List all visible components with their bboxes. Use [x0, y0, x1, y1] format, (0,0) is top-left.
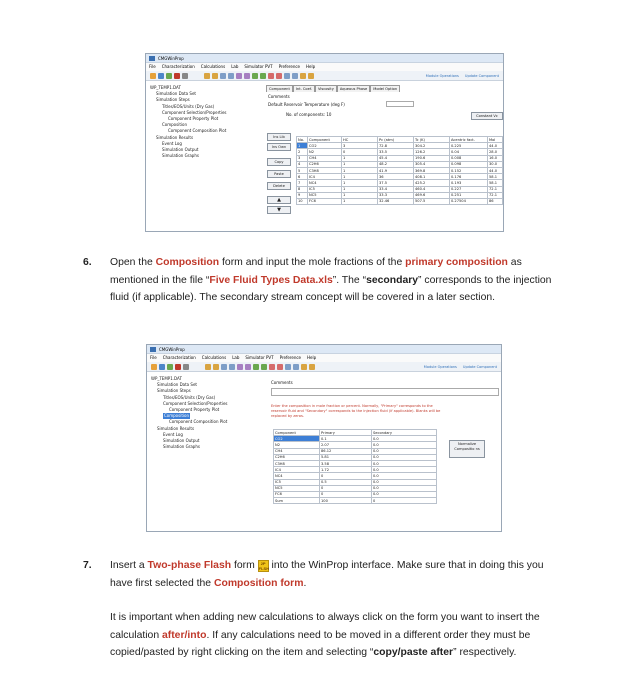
- delete-button[interactable]: Delete: [267, 182, 291, 190]
- calc-icon[interactable]: [269, 364, 275, 370]
- instruction-text: Enter the composition in mole fraction or percent. Normally, "Primary" corresponds to the reservoir fluid and "Secondary" corresponds to the injection fluid (if applicable). Blanks will be replaced by zeros.: [271, 404, 441, 418]
- module-operations-link[interactable]: Module Operations: [423, 365, 457, 369]
- tree-item[interactable]: Simulation Steps: [157, 388, 191, 394]
- menu-lab[interactable]: Lab: [231, 64, 239, 69]
- window-titlebar: [147, 345, 501, 354]
- text-run: Composition: [155, 257, 220, 268]
- column-header: Secondary: [372, 430, 437, 436]
- text-run: Open the: [110, 257, 156, 268]
- table-cell[interactable]: 369.8: [414, 167, 450, 173]
- navigation-tree: [149, 376, 265, 450]
- table-cell[interactable]: 305.4: [414, 161, 450, 167]
- calc-icon[interactable]: [277, 364, 283, 370]
- table-cell[interactable]: 5: [297, 167, 308, 173]
- calc-icon[interactable]: [212, 73, 218, 79]
- tree-item[interactable]: Simulation Graphs: [163, 444, 200, 450]
- table-cell[interactable]: 0.225: [450, 143, 488, 149]
- arrow-up-icon: ▲: [277, 197, 281, 203]
- toolbar: [147, 362, 501, 372]
- module-operations-link[interactable]: Module Operations: [425, 74, 459, 78]
- calc-icon[interactable]: [300, 73, 306, 79]
- run-icon[interactable]: [174, 73, 180, 79]
- table-cell[interactable]: 0.0: [372, 442, 437, 448]
- copy-button[interactable]: Copy: [267, 158, 291, 166]
- table-cell[interactable]: 0.0: [372, 448, 437, 454]
- table-cell[interactable]: 72.8: [378, 143, 414, 149]
- table-cell[interactable]: 0: [320, 485, 372, 491]
- table-cell[interactable]: 45.4: [378, 155, 414, 161]
- reservoir-temp-label: Default Reservoir Temperature (deg F): [268, 102, 345, 107]
- window-title: CMGWinProp: [158, 56, 184, 61]
- calc-icon[interactable]: [205, 364, 211, 370]
- table-cell[interactable]: IC4: [308, 174, 342, 180]
- table-cell[interactable]: FC6: [274, 491, 320, 497]
- reservoir-temp-input[interactable]: [386, 101, 414, 107]
- table-cell[interactable]: 460.4: [414, 186, 450, 192]
- calc-icon[interactable]: [236, 73, 242, 79]
- table-cell[interactable]: 425.2: [414, 180, 450, 186]
- window-titlebar: [146, 54, 503, 63]
- table-cell[interactable]: 32.46: [378, 198, 414, 204]
- menu-help[interactable]: Help: [307, 355, 317, 360]
- calc-icon[interactable]: [301, 364, 307, 370]
- table-cell[interactable]: 58.1: [488, 174, 503, 180]
- column-header: HC: [342, 137, 378, 143]
- table-cell[interactable]: 0: [320, 491, 372, 497]
- table-cell[interactable]: 1: [342, 198, 378, 204]
- table-cell[interactable]: 507.5: [414, 198, 450, 204]
- text-run: Two-phase Flash: [147, 560, 232, 571]
- menu-preference[interactable]: Preference: [279, 355, 302, 360]
- text-run: ” corresponds to the injection fluid (if applicable). The secondary stream concept will be covered in a later section.: [110, 274, 552, 303]
- comments-label: Comments: [271, 380, 293, 385]
- table-cell[interactable]: 469.6: [414, 192, 450, 198]
- stop-icon[interactable]: [183, 364, 189, 370]
- navigation-tree: [148, 85, 264, 159]
- table-cell[interactable]: 16.0: [488, 155, 503, 161]
- tab-viscosity[interactable]: Viscosity: [315, 85, 337, 92]
- column-header: Primary: [320, 430, 372, 436]
- table-cell[interactable]: 3.58: [320, 460, 372, 466]
- table-cell[interactable]: 304.2: [414, 143, 450, 149]
- text-run: form and input the mole fractions of the: [219, 257, 406, 268]
- calc-icon[interactable]: [292, 73, 298, 79]
- text-run: ”. The “: [332, 274, 367, 286]
- table-cell[interactable]: 30.0: [488, 161, 503, 167]
- calc-icon[interactable]: [284, 73, 290, 79]
- tab-model-option[interactable]: Model Option: [370, 85, 400, 92]
- table-cell[interactable]: IC4: [274, 467, 320, 473]
- app-icon: [149, 56, 155, 61]
- step-7-paragraph: [110, 557, 556, 592]
- table-cell[interactable]: 126.2: [414, 149, 450, 155]
- table-cell[interactable]: 86.12: [320, 448, 372, 454]
- two-phase-flash-icon: 2P FLSH: [258, 561, 270, 571]
- table-cell[interactable]: 4: [297, 161, 308, 167]
- menu-characterization[interactable]: Characterization: [161, 64, 195, 69]
- table-cell[interactable]: 0.251: [450, 192, 488, 198]
- calc-icon[interactable]: [237, 364, 243, 370]
- move-up-button[interactable]: [267, 196, 291, 204]
- tree-item[interactable]: Simulation Data Set: [157, 382, 197, 388]
- step-6-number: 6.: [83, 257, 92, 268]
- screenshot-composition-form: [146, 344, 502, 532]
- table-cell[interactable]: CH4: [274, 448, 320, 454]
- move-down-button[interactable]: [267, 206, 291, 214]
- text-run: as mentioned in the file “: [110, 257, 522, 286]
- table-cell[interactable]: 86: [488, 198, 503, 204]
- normalize-compositions-button[interactable]: Normalize Compositio ns: [449, 440, 485, 458]
- menu-lab[interactable]: Lab: [232, 355, 240, 360]
- table-cell[interactable]: 33.5: [378, 149, 414, 155]
- table-cell[interactable]: 0.227: [450, 186, 488, 192]
- text-run: Five Fluid Types Data.xls: [209, 274, 333, 286]
- text-run: . If any calculations need to be moved in a different order they must be copied/pasted by right clicking on the item and selecting “: [110, 629, 531, 658]
- table-cell[interactable]: 1: [342, 167, 378, 173]
- tree-item[interactable]: Component Selection/Properties: [163, 400, 228, 406]
- table-cell[interactable]: 1: [297, 143, 308, 149]
- open-icon[interactable]: [159, 364, 165, 370]
- table-cell[interactable]: 10: [297, 198, 308, 204]
- new-icon[interactable]: [151, 364, 157, 370]
- table-cell[interactable]: IC5: [308, 186, 342, 192]
- table-cell[interactable]: NC4: [274, 473, 320, 479]
- calc-icon[interactable]: [221, 364, 227, 370]
- num-components-label: No. of components: 10: [286, 112, 332, 117]
- save-icon[interactable]: [167, 364, 173, 370]
- table-cell[interactable]: NC5: [274, 485, 320, 491]
- table-cell[interactable]: NC4: [308, 180, 342, 186]
- table-cell: 100: [320, 498, 372, 504]
- tree-item[interactable]: WP_TEMP1.DAT: [150, 85, 181, 90]
- table-cell[interactable]: 8: [297, 186, 308, 192]
- tab-component[interactable]: Component: [266, 85, 293, 92]
- calc-icon[interactable]: [293, 364, 299, 370]
- table-cell[interactable]: C3H8: [274, 460, 320, 466]
- tree-item[interactable]: WP_TEMP1.DAT: [151, 376, 182, 381]
- tree-item[interactable]: Simulation Data Set: [156, 91, 196, 97]
- component-form-pane: [266, 85, 504, 118]
- text-run: into the WinProp interface. Make sure that in doing this you have first selected the: [110, 560, 544, 589]
- comments-input[interactable]: [271, 388, 499, 396]
- tree-item[interactable]: Titles/EOS/Units (Dry Gas): [162, 103, 215, 109]
- table-cell[interactable]: NC5: [308, 192, 342, 198]
- calc-icon[interactable]: [276, 73, 282, 79]
- text-run: copy/paste after: [373, 647, 454, 658]
- table-cell[interactable]: 72.1: [488, 186, 503, 192]
- table-cell[interactable]: 33.4: [378, 186, 414, 192]
- menu-file[interactable]: File: [149, 64, 156, 69]
- ins-own-button[interactable]: Ins Own: [267, 143, 291, 151]
- calc-icon[interactable]: [309, 364, 315, 370]
- table-cell[interactable]: 36: [378, 174, 414, 180]
- text-run: It is important when adding new calculations to always click on the form you want to insert the calculation: [110, 612, 540, 641]
- column-header: Pc (atm): [378, 137, 414, 143]
- table-cell[interactable]: N2: [274, 442, 320, 448]
- text-run: secondary: [366, 274, 419, 286]
- table-cell[interactable]: 0.1: [320, 436, 372, 442]
- tree-item[interactable]: Event Log: [163, 431, 183, 437]
- table-cell[interactable]: 1: [342, 180, 378, 186]
- table-cell[interactable]: C3H8: [308, 167, 342, 173]
- text-run: Composition form: [213, 577, 304, 589]
- table-cell[interactable]: 1: [342, 155, 378, 161]
- text-run: after/into: [161, 629, 207, 641]
- table-cell[interactable]: 0.008: [450, 155, 488, 161]
- table-cell[interactable]: 0.0: [372, 485, 437, 491]
- table-cell: Sum: [274, 498, 320, 504]
- tree-item[interactable]: Component Property Plot: [168, 116, 219, 122]
- table-cell[interactable]: 72.1: [488, 192, 503, 198]
- new-icon[interactable]: [150, 73, 156, 79]
- run-icon[interactable]: [175, 364, 181, 370]
- column-header: Acentric fact.: [450, 137, 488, 143]
- table-cell[interactable]: 37.5: [378, 180, 414, 186]
- menu-calculations[interactable]: Calculations: [201, 355, 227, 360]
- note-paragraph: [110, 609, 556, 662]
- table-cell[interactable]: C2H6: [308, 161, 342, 167]
- menu-help[interactable]: Help: [306, 64, 316, 69]
- table-cell[interactable]: 5.81: [320, 454, 372, 460]
- composition-table: [273, 429, 437, 504]
- table-cell[interactable]: 44.0: [488, 143, 503, 149]
- calc-icon[interactable]: [268, 73, 274, 79]
- calc-icon[interactable]: [308, 73, 314, 79]
- arrow-down-icon: ▼: [277, 207, 281, 213]
- menu-bar: [147, 354, 501, 362]
- table-cell[interactable]: 3: [342, 143, 378, 149]
- table-cell[interactable]: 0.27504: [450, 198, 488, 204]
- table-cell[interactable]: 0.0: [372, 491, 437, 497]
- stop-icon[interactable]: [182, 73, 188, 79]
- table-cell[interactable]: IC5: [274, 479, 320, 485]
- open-icon[interactable]: [158, 73, 164, 79]
- table-cell[interactable]: 0.176: [450, 174, 488, 180]
- calc-icon[interactable]: [213, 364, 219, 370]
- table-row[interactable]: [297, 198, 503, 204]
- table-cell[interactable]: C2H6: [274, 454, 320, 460]
- table-cell[interactable]: 2: [297, 149, 308, 155]
- table-cell[interactable]: 1.72: [320, 467, 372, 473]
- selected-label: Composition: [164, 413, 189, 419]
- table-cell[interactable]: 2.07: [320, 442, 372, 448]
- tree-item[interactable]: Simulation Output: [163, 438, 200, 444]
- constant-vc-button[interactable]: Constant Vc: [471, 112, 503, 120]
- table-cell[interactable]: 0.0: [372, 473, 437, 479]
- table-cell[interactable]: 33.3: [378, 192, 414, 198]
- text-run: form: [231, 560, 258, 571]
- column-header: Component: [274, 430, 320, 436]
- calc-icon[interactable]: [285, 364, 291, 370]
- table-cell[interactable]: CO2: [274, 436, 320, 442]
- comments-label: Comments: [268, 94, 290, 99]
- table-cell[interactable]: 44.0: [488, 167, 503, 173]
- tree-item[interactable]: Titles/EOS/Units (Dry Gas): [163, 394, 216, 400]
- table-cell[interactable]: 190.6: [414, 155, 450, 161]
- toolbar: [146, 71, 503, 81]
- table-cell[interactable]: 9: [297, 192, 308, 198]
- table-cell[interactable]: 3: [297, 155, 308, 161]
- text-run: .: [303, 577, 307, 589]
- text-run: Insert a: [110, 560, 148, 571]
- table-cell: 0: [372, 498, 437, 504]
- column-header: Component: [308, 137, 342, 143]
- tab-aqueous-phase[interactable]: Aqueous Phase: [337, 85, 370, 92]
- table-cell[interactable]: 1: [342, 186, 378, 192]
- table-cell[interactable]: 7: [297, 180, 308, 186]
- text-run: primary composition: [405, 257, 508, 268]
- table-cell[interactable]: 0.0: [372, 460, 437, 466]
- table-cell[interactable]: 58.1: [488, 180, 503, 186]
- ins-lib-button[interactable]: Ins Lib: [267, 133, 291, 141]
- tree-item[interactable]: Component Composition Plot: [168, 128, 227, 134]
- tree-item[interactable]: Simulation Results: [157, 425, 195, 431]
- table-cell[interactable]: 1: [342, 161, 378, 167]
- calc-icon[interactable]: [261, 364, 267, 370]
- tree-item[interactable]: Component Composition Plot: [169, 419, 228, 425]
- save-icon[interactable]: [166, 73, 172, 79]
- menu-file[interactable]: File: [150, 355, 157, 360]
- tree-item[interactable]: Event Log: [162, 140, 182, 146]
- update-component-link[interactable]: Update Component: [464, 74, 499, 78]
- table-cell[interactable]: 1: [342, 192, 378, 198]
- window-title: CMGWinProp: [159, 347, 185, 352]
- step-6-paragraph: [110, 254, 556, 307]
- table-cell[interactable]: 0.04: [450, 149, 488, 155]
- table-cell[interactable]: 408.1: [414, 174, 450, 180]
- tree-item[interactable]: Simulation Graphs: [162, 153, 199, 159]
- update-component-link[interactable]: Update Component: [462, 365, 497, 369]
- table-cell[interactable]: 0.152: [450, 167, 488, 173]
- menu-characterization[interactable]: Characterization: [162, 355, 196, 360]
- calc-icon[interactable]: [228, 73, 234, 79]
- calc-icon[interactable]: [220, 73, 226, 79]
- table-cell[interactable]: 0.193: [450, 180, 488, 186]
- tree-item[interactable]: Composition: [162, 122, 187, 128]
- table-cell[interactable]: CH4: [308, 155, 342, 161]
- step-7-number: 7.: [83, 560, 92, 571]
- tree-item[interactable]: Component Selection/Properties: [162, 109, 227, 115]
- table-cell[interactable]: 1: [342, 174, 378, 180]
- table-cell[interactable]: 0.098: [450, 161, 488, 167]
- tab-int-coef[interactable]: Int. Coef.: [293, 85, 315, 92]
- tree-item[interactable]: Simulation Output: [162, 147, 199, 153]
- calc-icon[interactable]: [252, 73, 258, 79]
- table-cell[interactable]: 0: [342, 149, 378, 155]
- calc-icon[interactable]: [244, 73, 250, 79]
- calc-icon[interactable]: [253, 364, 259, 370]
- calc-icon[interactable]: [229, 364, 235, 370]
- menu-simulator-pvt[interactable]: Simulator PVT: [245, 355, 274, 360]
- table-cell[interactable]: FC6: [308, 198, 342, 204]
- table-cell[interactable]: 41.9: [378, 167, 414, 173]
- text-run: ” respectively.: [453, 647, 517, 658]
- form-tabs: [266, 85, 504, 92]
- table-cell[interactable]: 0.5: [320, 479, 372, 485]
- menu-simulator-pvt[interactable]: Simulator PVT: [244, 64, 273, 69]
- calc-icon[interactable]: [245, 364, 251, 370]
- calc-icon[interactable]: [204, 73, 210, 79]
- column-header: Tc (K): [414, 137, 450, 143]
- menu-preference[interactable]: Preference: [278, 64, 301, 69]
- table-cell[interactable]: 0.0: [372, 454, 437, 460]
- table-cell[interactable]: 0: [320, 473, 372, 479]
- tree-item[interactable]: Simulation Steps: [156, 97, 190, 103]
- component-table: [296, 136, 503, 205]
- table-cell[interactable]: 28.0: [488, 149, 503, 155]
- calc-icon[interactable]: [260, 73, 266, 79]
- screenshot-component-form: [145, 53, 504, 232]
- tree-item[interactable]: Component Property Plot: [169, 407, 220, 413]
- menu-calculations[interactable]: Calculations: [200, 64, 226, 69]
- table-row-sum: [274, 498, 437, 504]
- table-cell[interactable]: CO2: [308, 143, 342, 149]
- table-cell[interactable]: 0.0: [372, 479, 437, 485]
- column-header: No.: [297, 137, 308, 143]
- menu-bar: [146, 63, 503, 71]
- table-cell[interactable]: 0.0: [372, 467, 437, 473]
- column-header: Mol: [488, 137, 503, 143]
- tree-item[interactable]: Simulation Results: [156, 134, 194, 140]
- table-cell[interactable]: 48.2: [378, 161, 414, 167]
- table-cell[interactable]: N2: [308, 149, 342, 155]
- paste-button[interactable]: Paste: [267, 170, 291, 178]
- table-cell[interactable]: 6: [297, 174, 308, 180]
- table-cell[interactable]: 0.0: [372, 436, 437, 442]
- app-icon: [150, 347, 156, 352]
